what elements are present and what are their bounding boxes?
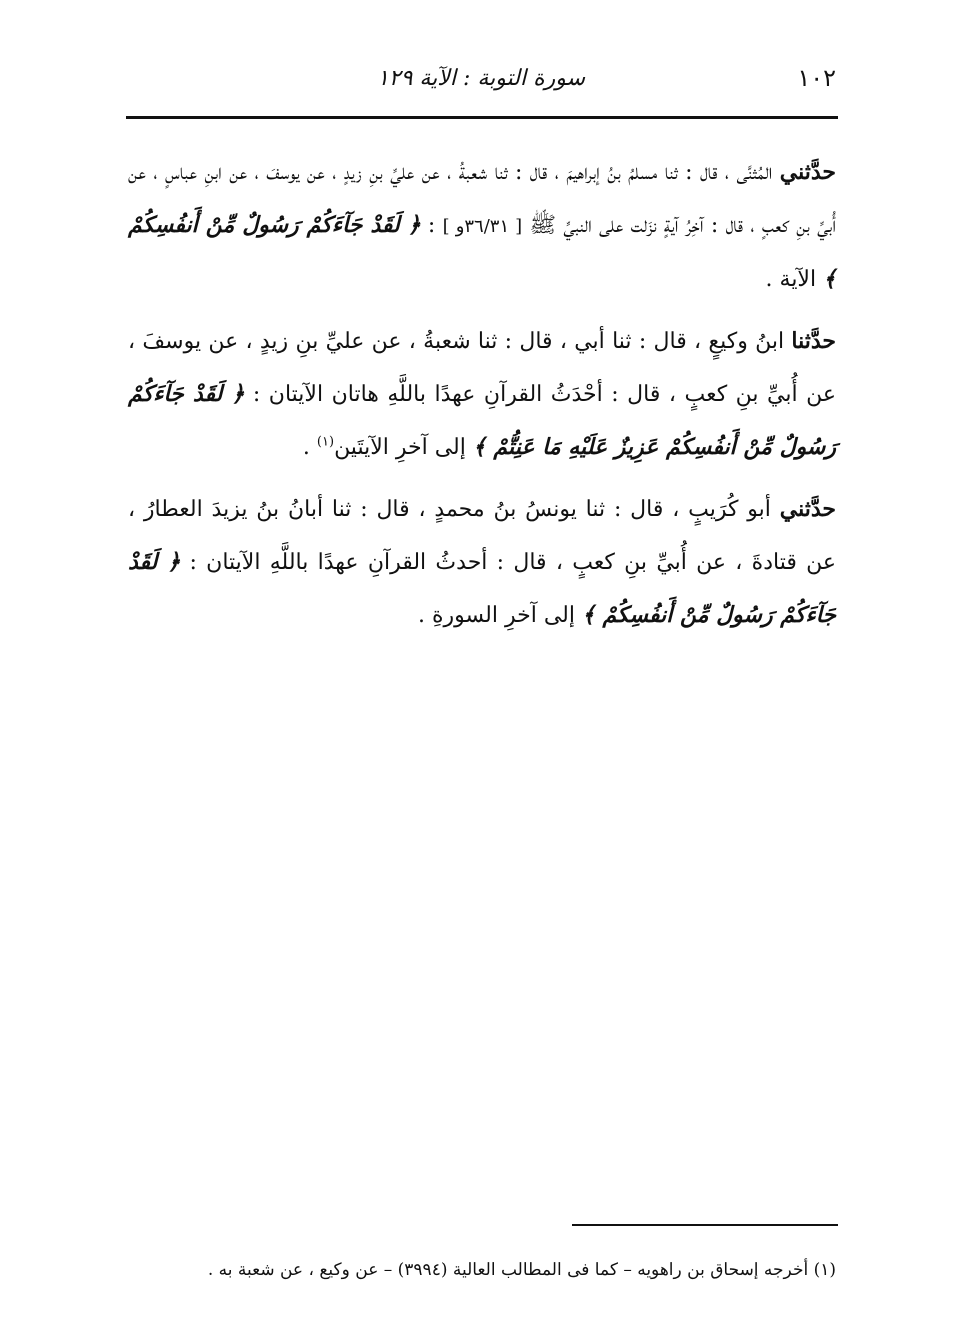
page-number: ١٠٢ [797,64,836,92]
paragraph-1 [128,146,836,306]
paragraph-lead-word: حدَّثني [779,496,836,522]
quran-quote: ﴿ لَقَدْ جَآءَكُمْ رَسُولٌ مِّنْ أَنفُسِكُمْ ﴾ [128,549,836,628]
footnote: (١) أخرجه إسحاق بن راهويه – كما فى المطالب العالية (٣٩٩٤) – عن وكيع ، عن شعبة به . [207,1260,836,1280]
header-rule [126,116,838,119]
paragraph-text: المُثنَّى ، قال : ثنا مسلمُ بنُ إبراهيمَ ، قال : ثنا شعبةُ ، عن عليِّ بنِ زيدٍ ، عن يوسفَ ، عن ابنِ عباسٍ ، عن أُبيِّ بنِ كعبٍ ، قال : آخِرُ آيةٍ نزَلت على النبيِّ ﷺ [128,160,836,238]
paragraph-2 [128,315,836,474]
paragraph-lead-word: حدَّثني [779,159,836,185]
paragraph-text: إلى آخرِ السورةِ . [418,603,575,628]
main-text [128,146,836,651]
paragraph-lead-word: حدَّثنا [791,328,836,354]
quran-quote: ﴿ لَقَدْ جَآءَكُمْ رَسُولٌ مِّنْ أَنفُسِكُمْ ﴾ [128,212,836,292]
paragraph-text: . [302,435,310,460]
footnote-rule [572,1224,838,1226]
page-header [126,62,836,102]
paragraph-text: : [427,213,436,238]
paragraph-text: أبو كُرَيبٍ ، قال : ثنا يونسُ بنُ محمدٍ ، قال : ثنا أبانُ بنُ يزيدَ العطارُ ، عن قتادةَ ، عن أُبيِّ بنِ كعبٍ ، قال : أحدثُ القرآنِ عهدًا باللَّهِ الآيتان : [128,497,837,575]
paragraph-text: الآية . [765,267,817,292]
running-title: سورة التوبة : الآية ١٢٩ [376,66,586,91]
paragraph-text: ابنُ وكيعٍ ، قال : ثنا أبي ، قال : ثنا شعبةُ ، عن عليِّ بنِ زيدٍ ، عن يوسفَ ، عن أُبيِّ بنِ كعبٍ ، قال : أحْدَثُ القرآنِ عهدًا باللَّهِ هاتان الآيتان : [128,329,836,407]
footnote-marker[interactable]: (١) [316,434,335,450]
paragraph-text: إلى آخرِ الآيتَين [334,435,466,460]
paragraph-3 [128,483,836,642]
quran-quote: ﴿ لَقَدْ جَآءَكُمْ رَسُولٌ مِّنْ أَنفُسِكُمْ عَزِيزٌ عَلَيْهِ مَا عَنِتُّمْ ﴾ [128,381,836,460]
manuscript-reference: [ ٣٦/٣١و ] [442,216,523,237]
